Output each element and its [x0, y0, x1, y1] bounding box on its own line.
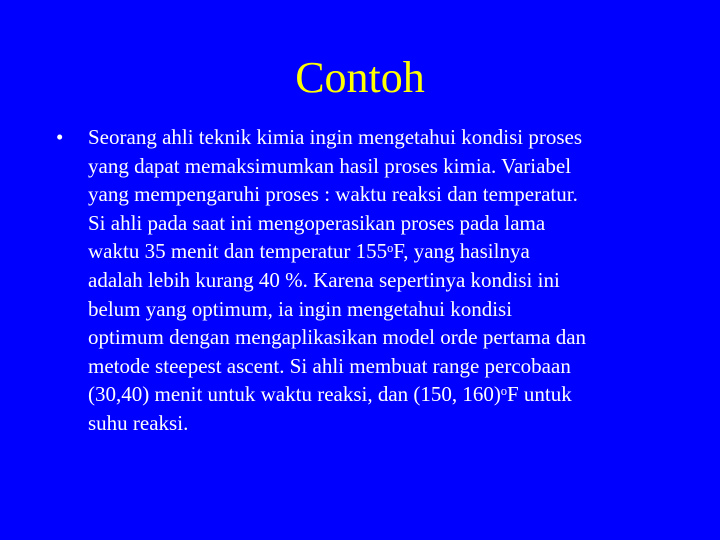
bullet-text-line: suhu reaksi.	[88, 410, 189, 435]
bullet-text-line: yang mempengaruhi proses : waktu reaksi dan temperatur.	[88, 182, 578, 207]
bullet-text-line: (30,40) menit untuk waktu reaksi, dan (150, 160)ᵒF untuk	[88, 382, 572, 407]
slide-title: Contoh	[295, 53, 425, 102]
bullet-text-line: Seorang ahli teknik kimia ingin mengetahui kondisi proses	[88, 125, 583, 149]
bullet-text-line: belum yang optimum, ia ingin mengetahui kondisi	[88, 296, 513, 321]
bullet-text-line: waktu 35 menit dan temperatur 155ᵒF, yang hasilnya	[88, 239, 530, 264]
bullet-text-line: yang dapat memaksimumkan hasil proses kimia. Variabel	[88, 153, 572, 178]
bullet-text-line: metode steepest ascent. Si ahli membuat range percobaan	[88, 353, 571, 378]
bullet-text-line: Si ahli pada saat ini mengoperasikan proses pada lama	[88, 210, 546, 235]
bullet-icon: •	[56, 125, 64, 149]
bullet-item	[56, 123, 676, 438]
bullet-text-line: optimum dengan mengaplikasikan model orde pertama dan	[88, 325, 587, 350]
bullet-text-line: adalah lebih kurang 40 %. Karena sepertinya kondisi ini	[88, 267, 560, 292]
bullet-list	[56, 123, 676, 438]
